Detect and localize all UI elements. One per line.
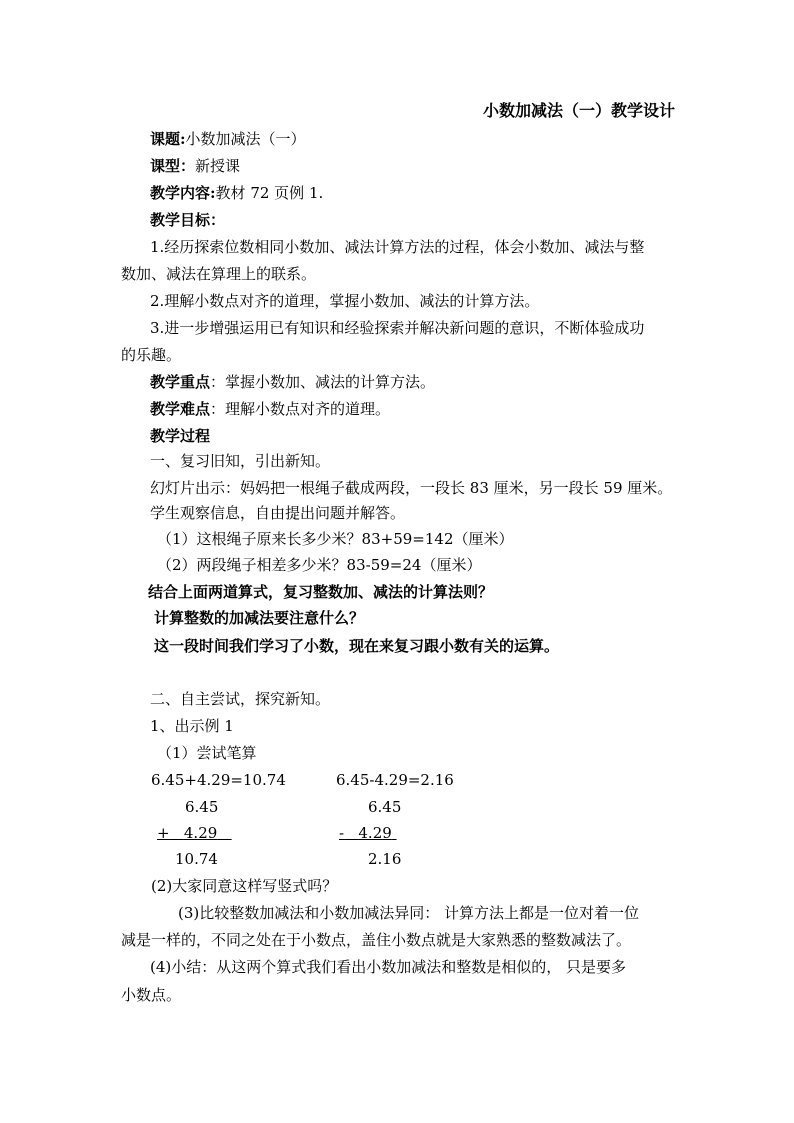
vertical-sub-number: 4.29	[358, 824, 392, 842]
part-2-heading: 二、自主尝试，探究新知。	[150, 690, 331, 708]
vertical-sub-result: 2.16	[368, 850, 402, 868]
type-label: 课型：	[150, 157, 196, 175]
difficulty-line	[150, 399, 390, 419]
bold-prompt-2: 计算整数的加减法要注意什么？	[154, 609, 365, 627]
bold-prompt-1: 结合上面两道算式，复习整数加、减法的计算法则？	[148, 583, 494, 601]
key-point-value: ：掌握小数加、减法的计算方法。	[210, 373, 436, 391]
type-value: 新授课	[195, 157, 241, 175]
topic-value: 小数加减法（一）	[185, 130, 306, 148]
plus-sign: +	[157, 824, 170, 842]
document-title: 小数加减法（一）教学设计	[483, 101, 676, 120]
step-2: (2)大家同意这样写竖式吗？	[151, 877, 338, 895]
vertical-add-number: 4.29	[183, 824, 218, 842]
key-point-line	[150, 372, 435, 392]
step-4-line-2: 小数点。	[121, 986, 182, 1004]
vertical-add-top: 6.45	[185, 798, 219, 816]
question-1: （1）这根绳子原来长多少米？83+59=142（厘米）	[157, 530, 514, 548]
vertical-add-operand	[157, 824, 232, 842]
vertical-add-result: 10.74	[175, 850, 218, 868]
goal-1-line-1: 1.经历探索位数相同小数加、减法计算方法的过程，体会小数加、减法与整	[150, 238, 645, 256]
goals-heading: 教学目标：	[150, 211, 226, 229]
minus-sign: -	[339, 824, 345, 842]
slide-text: 幻灯片出示：妈妈把一根绳子截成两段，一段长 83 厘米，另一段长 59 厘米。	[150, 479, 673, 497]
step-3-line-1: (3)比较整数加减法和小数加减法异同： 计算方法上都是一位对着一位	[178, 904, 640, 922]
vertical-sub-top: 6.45	[368, 798, 402, 816]
key-point-label: 教学重点	[150, 373, 211, 391]
vertical-sub-line	[339, 823, 397, 843]
difficulty-value: ：理解小数点对齐的道理。	[210, 400, 391, 418]
goal-2: 2.理解小数点对齐的道理，掌握小数加、减法的计算方法。	[150, 292, 540, 310]
example-heading: 1、出示例 1	[150, 717, 234, 735]
observe-text: 学生观察信息，自由提出问题并解答。	[150, 504, 406, 522]
topic-line	[150, 129, 306, 149]
content-value: 教材 72 页例 1.	[215, 184, 324, 202]
step-4-line-1: (4)小结：从这两个算式我们看出小数加减法和整数是相似的， 只是要多	[150, 958, 627, 976]
goal-1-line-2: 数加、减法在算理上的联系。	[121, 265, 317, 283]
question-2: （2）两段绳子相差多少米？83-59=24（厘米）	[157, 556, 482, 574]
goal-3-line-2: 的乐趣。	[121, 346, 182, 364]
equation-add: 6.45+4.29=10.74	[151, 771, 286, 789]
vertical-add-line	[157, 823, 232, 843]
process-heading: 教学过程	[150, 427, 211, 445]
type-line	[150, 156, 240, 176]
vertical-sub-operand	[339, 824, 397, 842]
bold-prompt-3: 这一段时间我们学习了小数，现在来复习跟小数有关的运算。	[154, 637, 560, 655]
try-heading: （1）尝试笔算	[157, 744, 257, 762]
difficulty-label: 教学难点	[150, 400, 211, 418]
step-3-line-2: 减是一样的，不同之处在于小数点，盖住小数点就是大家熟悉的整数减法了。	[121, 931, 632, 949]
content-label: 教学内容:	[150, 184, 216, 202]
part-1-heading: 一、复习旧知，引出新知。	[150, 452, 331, 470]
goal-3-line-1: 3.进一步增强运用已有知识和经验探索并解决新问题的意识，不断体验成功	[150, 319, 645, 337]
topic-label: 课题:	[150, 130, 186, 148]
content-line	[150, 183, 323, 203]
equation-sub: 6.45-4.29=2.16	[336, 771, 454, 789]
